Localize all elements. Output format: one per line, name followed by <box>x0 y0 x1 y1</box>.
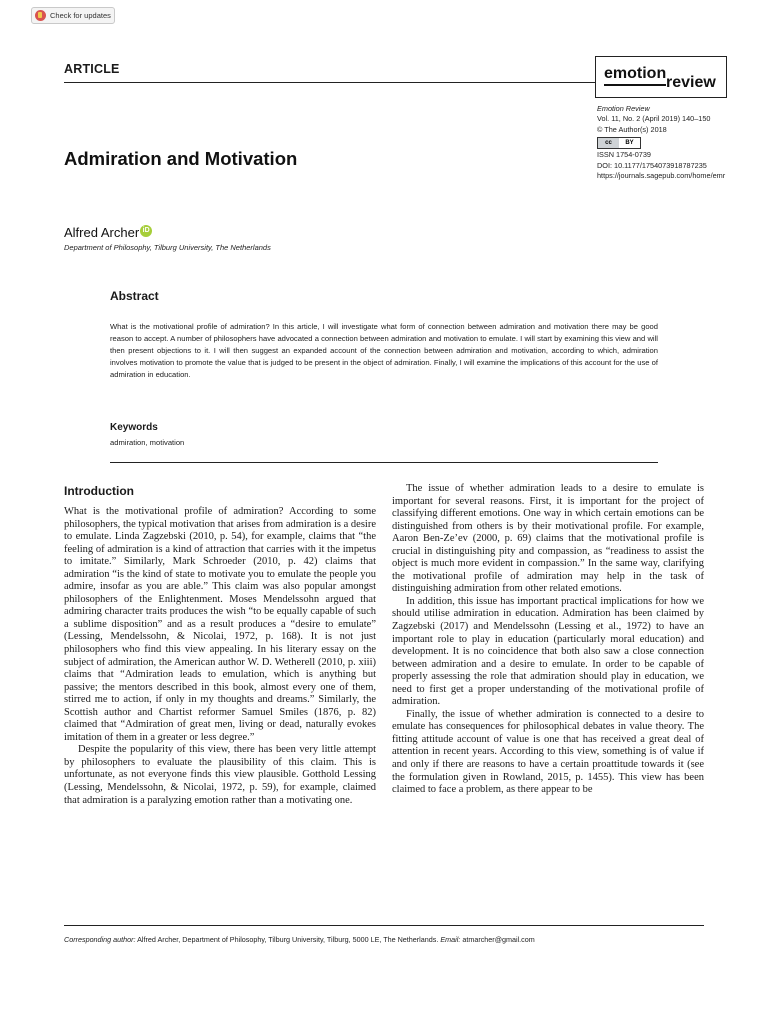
body-paragraph: In addition, this issue has important practical implications for how we should utilise admiration in education. Admiration has been claimed by Zagzebski (2017) and Mendelssohn (Lessing et al., 1972) to have an important role to play in education (particularly moral education) and development. It is no coincidence that both also saw a close connection between admiration and a desire to emulate. In order to be capable of properly assessing the role that admiration should play in education, we need to first get a proper understanding of the motivational profile of admiration. <box>392 595 704 708</box>
author-name: Alfred Archer <box>64 225 140 240</box>
by-attribution-icon: BY <box>619 138 640 148</box>
keywords-heading: Keywords <box>110 422 158 433</box>
cc-by-license-badge[interactable] <box>597 137 641 149</box>
email-label: Email: <box>440 935 461 944</box>
body-paragraph: Despite the popularity of this view, there has been very little attempt by philosophers to evaluate the plausibility of this claim. This is unfortunate, as not everyone finds this view plausible. Gotthold Lessing (Lessing, Mendelssohn, & Nicolai, 1972, p. 59), for example, claimed that admiration is a paralyzing emotion rather than a motivating one. <box>64 744 376 806</box>
journal-url-link[interactable]: https://journals.sagepub.com/home/emr <box>597 171 726 181</box>
check-for-updates-button[interactable] <box>31 7 115 24</box>
body-column-left <box>64 483 376 807</box>
logo-underline <box>604 84 666 86</box>
body-paragraph: Finally, the issue of whether admiration is connected to a desire to emulate has consequences for philosophical debates in value theory. The fitting attitude account of value is one that has received a great deal of attention in recent years. According to this view, something is of value if and only if there are reasons to have a certain proattitude towards it (see the formulation given in Rowland, 2015, p. 1455). This view has been claimed to face a problem, as there appear to be <box>392 708 704 796</box>
journal-name: Emotion Review <box>597 104 650 113</box>
orcid-icon[interactable]: iD <box>140 225 152 237</box>
copyright-line: © The Author(s) 2018 <box>597 124 667 134</box>
crossmark-icon <box>35 10 46 21</box>
corresponding-author-label: Corresponding author: <box>64 935 136 944</box>
body-paragraph: What is the motivational profile of admiration? According to some philosophers, the typical motivation that arises from admiration is a desire to emulate. Linda Zagzebski (2010, p. 54), for example, claims that “the feeling of admiration is a kind of attraction that carries with it the impetus to imitate.” Similarly, Mark Schroeder (2010, p. 42) claims that admiration “is the kind of state to motivate you to emulate the people you admire, insofar as you are able.” This claim was also popular amongst philosophers of the Enlightenment. Moses Mendelssohn argued that admiring character traits produces the wish “to be equally capable of such a sublime disposition” and as a result produces a “desire to emulate” (Lessing, Mendelssohn, & Nicolai, 1972, p. 168). It is not just philosophers who find this view appealing. In his literary essay on the subject of admiration, the American author W. D. Wetherell (2010, p. xiii) claims that “Admiration leads to emulation, which is anything but passive; the mentors described in this book, almost every one of them, stirred me to action, if only in my thoughts and dreams.” Similarly, the Scottish author and Chartist reformer Samuel Smiles (1876, p. 82) claimed that “Admiration of great men, living or dead, naturally evokes imitation of them in a greater or less degree.” <box>64 506 376 743</box>
footer-divider <box>64 925 704 926</box>
author-affiliation: Department of Philosophy, Tilburg University, The Netherlands <box>64 243 271 252</box>
cc-icon: cc <box>605 140 612 147</box>
check-for-updates-label: Check for updates <box>50 11 111 20</box>
corresponding-author-note <box>64 935 535 944</box>
abstract-divider <box>110 462 658 463</box>
logo-word-review: review <box>666 74 716 91</box>
introduction-heading: Introduction <box>64 484 134 498</box>
keywords-list: admiration, motivation <box>110 438 185 447</box>
article-type-label: ARTICLE <box>64 62 120 76</box>
article-title: Admiration and Motivation <box>64 148 298 169</box>
volume-line: Vol. 11, No. 2 (April 2019) 140–150 <box>597 114 711 124</box>
corresponding-author-details: Alfred Archer, Department of Philosophy, Tilburg University, Tilburg, 5000 LE, The Netherlands. <box>135 935 441 944</box>
email-address[interactable]: atmarcher@gmail.com <box>460 935 535 944</box>
journal-logo <box>595 56 727 98</box>
logo-word-emotion: emotion <box>604 65 667 82</box>
journal-metadata <box>597 104 757 181</box>
body-paragraph: The issue of whether admiration leads to a desire to emulate is important for several reasons. First, it is important for the project of classifying different emotions. One way in which certain emotions can be distinguished from others is by their motivational profile. For example, Aaron Ben-Ze’ev (2000, p. 69) claims that the motivational profile is crucial in distinguishing pity and compassion, as “readiness to assist the object is much more evident in compassion.” In the same way, clarifying the motivational profile of admiration may help in the task of distinguishing admiration from other related emotions. <box>392 483 704 595</box>
abstract-heading: Abstract <box>110 289 159 303</box>
author-line <box>64 225 152 240</box>
issn-line: ISSN 1754-0739 <box>597 150 651 160</box>
abstract-text: What is the motivational profile of admiration? In this article, I will investigate what form of connection between admiration and motivation there may be good reason to accept. A number of philosophers have advocated a connection between admiration and motivation to emulate. I will start by examining this view and will then present objections to it. I will then suggest an expanded account of the connection between admiration and motivation, according to which, admiration involves motivation to promote the value that is judged to be present in the object of admiration. Finally, I will examine the implications of this account for the use of admiration in education. <box>110 322 658 380</box>
doi-link[interactable]: DOI: 10.1177/1754073918787235 <box>597 160 707 170</box>
body-column-right <box>392 483 704 797</box>
header-divider <box>64 82 596 83</box>
